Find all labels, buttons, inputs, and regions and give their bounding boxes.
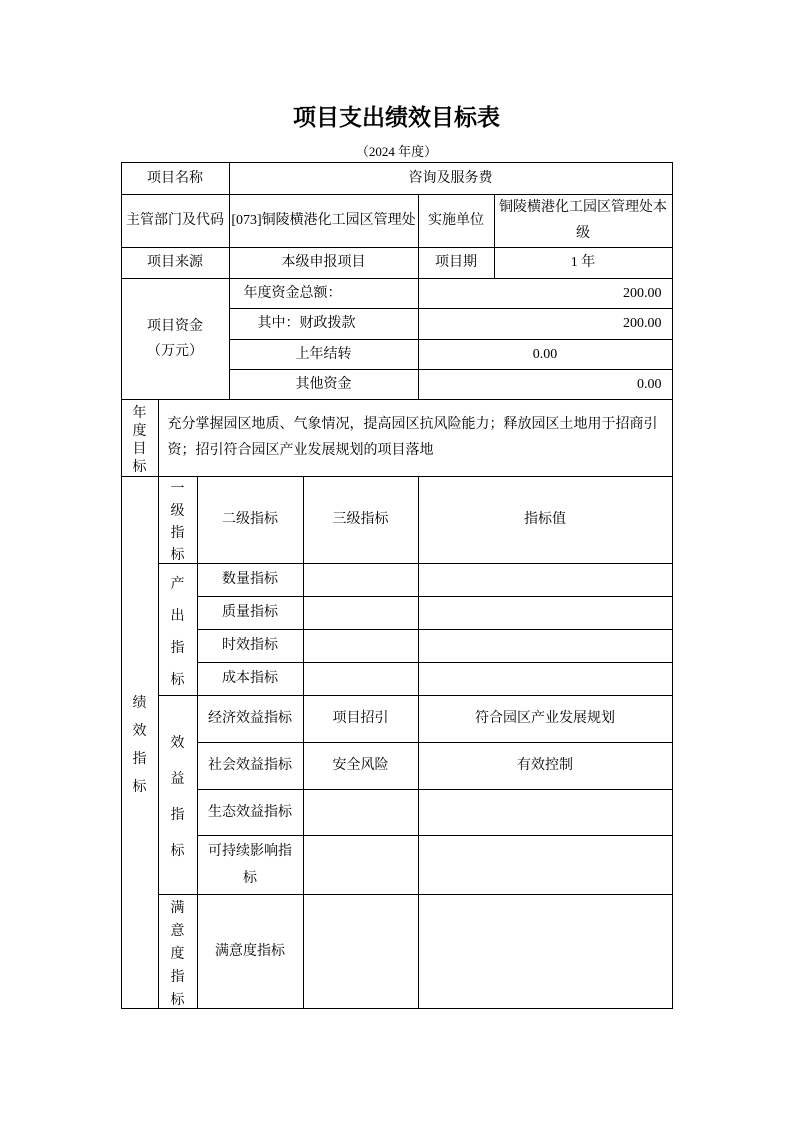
indicator-level3-cell: 安全风险 xyxy=(303,743,418,790)
funds-carryover-value-cell: 0.00 xyxy=(418,340,672,370)
indicator-row xyxy=(121,895,672,1009)
funds-total-label-cell: 年度资金总额： xyxy=(229,279,418,309)
header-value-cell: 指标值 xyxy=(418,477,672,564)
indicator-value-cell xyxy=(418,630,672,663)
indicator-level2-cell: 经济效益指标 xyxy=(197,696,303,743)
indicator-value-cell xyxy=(418,836,672,895)
indicator-level2-cell: 满意度指标 xyxy=(197,895,303,1009)
project-name-value-cell: 咨询及服务费 xyxy=(229,163,672,195)
funds-other-label-cell: 其他资金 xyxy=(229,370,418,400)
indicator-row xyxy=(121,630,672,663)
indicator-value-cell xyxy=(418,790,672,836)
group-satisfaction-label: 满 意 度 指 标 xyxy=(170,900,185,1008)
indicator-row xyxy=(121,564,672,597)
row-funds-total xyxy=(121,279,672,309)
indicator-row xyxy=(121,790,672,836)
indicator-level2-cell: 生态效益指标 xyxy=(197,790,303,836)
indicator-level2-cell: 数量指标 xyxy=(197,564,303,597)
group-satisfaction-label-cell xyxy=(158,895,197,1009)
indicator-level3-cell: 项目招引 xyxy=(303,696,418,743)
group-benefit-label: 效 益 指 标 xyxy=(170,736,185,859)
project-funds-label: 项目资金 （万元） xyxy=(147,319,203,359)
indicator-value-cell xyxy=(418,564,672,597)
group-benefit-label-cell xyxy=(158,696,197,895)
header-level1-cell xyxy=(158,477,197,564)
row-indicator-header xyxy=(121,477,672,564)
indicator-value-cell xyxy=(418,597,672,630)
indicator-level2-cell: 可持续影响指标 xyxy=(197,836,303,895)
indicator-level2-cell: 时效指标 xyxy=(197,630,303,663)
project-source-value-cell: 本级申报项目 xyxy=(229,248,418,279)
indicator-level3-cell xyxy=(303,630,418,663)
row-department xyxy=(121,195,672,248)
annual-goal-label: 年 度 目 标 xyxy=(132,406,147,475)
page-title: 项目支出绩效目标表 xyxy=(293,105,500,130)
group-output-label-cell xyxy=(158,564,197,696)
funds-other-value-cell: 0.00 xyxy=(418,370,672,400)
indicator-level3-cell xyxy=(303,895,418,1009)
project-source-label-cell: 项目来源 xyxy=(121,248,229,279)
group-output-label: 产 出 指 标 xyxy=(170,576,185,688)
indicator-level2-cell: 社会效益指标 xyxy=(197,743,303,790)
impl-unit-label-cell: 实施单位 xyxy=(418,195,494,248)
indicator-row xyxy=(121,696,672,743)
indicator-level2-cell: 质量指标 xyxy=(197,597,303,630)
indicator-value-cell xyxy=(418,663,672,696)
indicator-value-cell xyxy=(418,895,672,1009)
indicator-level3-cell xyxy=(303,663,418,696)
indicator-value-cell: 有效控制 xyxy=(418,743,672,790)
indicator-level3-cell xyxy=(303,790,418,836)
indicator-level2-cell: 成本指标 xyxy=(197,663,303,696)
indicator-row xyxy=(121,597,672,630)
project-period-value-cell: 1 年 xyxy=(494,248,672,279)
page-subtitle: （2024 年度） xyxy=(355,144,438,159)
annual-goal-text-cell: 充分掌握园区地质、气象情况，提高园区抗风险能力；释放园区土地用于招商引资；招引符合园区产业发展规划的项目落地 xyxy=(158,400,672,477)
funds-fiscal-value-cell: 200.00 xyxy=(418,309,672,340)
indicator-level3-cell xyxy=(303,836,418,895)
impl-unit-value-cell: 铜陵横港化工园区管理处本级 xyxy=(494,195,672,248)
performance-side-label: 绩 效 指 标 xyxy=(132,695,147,795)
row-source xyxy=(121,248,672,279)
indicator-row xyxy=(121,743,672,790)
funds-fiscal-label-cell: 其中：财政拨款 xyxy=(229,309,418,340)
header-level1-label: 一 级 指 标 xyxy=(170,482,185,563)
row-annual-goal xyxy=(121,400,672,477)
funds-carryover-label-cell: 上年结转 xyxy=(229,340,418,370)
performance-target-table xyxy=(121,162,673,1009)
dept-code-value-cell: [073]铜陵横港化工园区管理处 xyxy=(229,195,418,248)
header-level2-cell: 二级指标 xyxy=(197,477,303,564)
dept-code-label-cell: 主管部门及代码 xyxy=(121,195,229,248)
project-funds-label-cell xyxy=(121,279,229,400)
indicator-row xyxy=(121,836,672,895)
project-name-label-cell: 项目名称 xyxy=(121,163,229,195)
indicator-row xyxy=(121,663,672,696)
row-project-name xyxy=(121,163,672,195)
annual-goal-label-cell xyxy=(121,400,158,477)
indicator-value-cell: 符合园区产业发展规划 xyxy=(418,696,672,743)
header-level3-cell: 三级指标 xyxy=(303,477,418,564)
funds-total-value-cell: 200.00 xyxy=(418,279,672,309)
indicator-level3-cell xyxy=(303,597,418,630)
indicator-level3-cell xyxy=(303,564,418,597)
performance-side-label-cell xyxy=(121,477,158,1009)
project-period-label-cell: 项目期 xyxy=(418,248,494,279)
